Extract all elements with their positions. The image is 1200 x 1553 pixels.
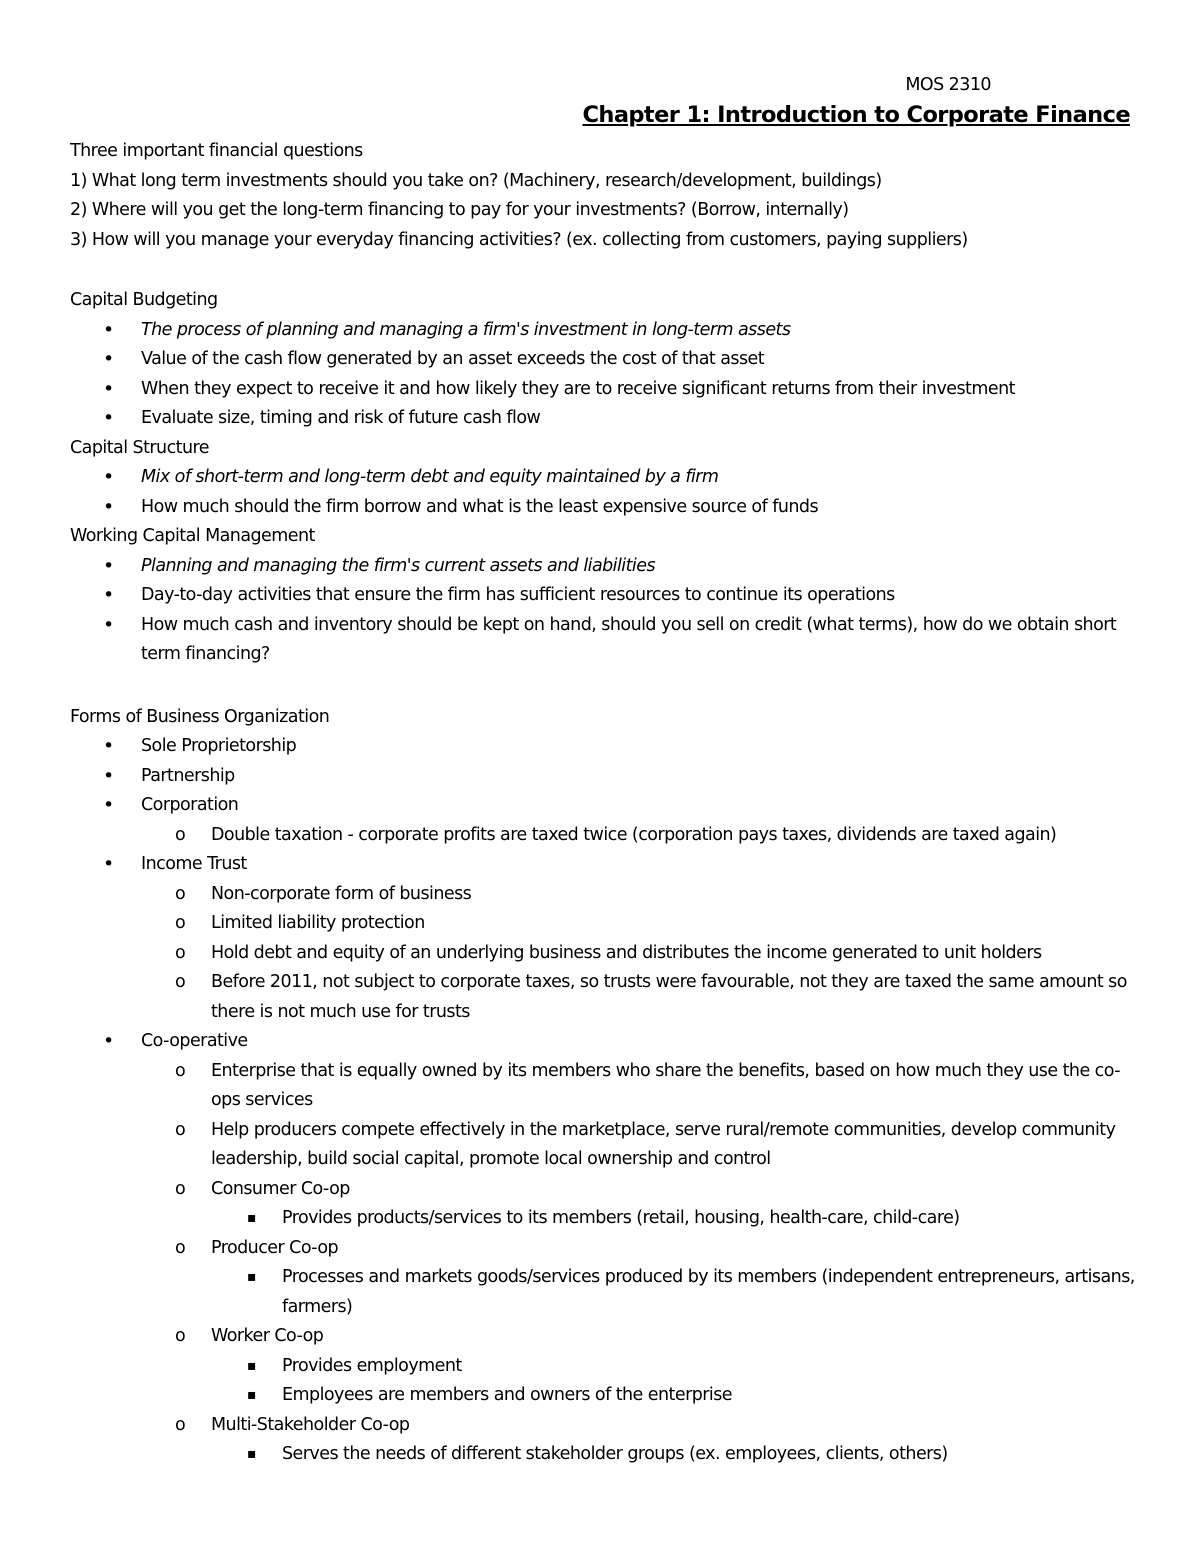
sub-list-item: o Multi-Stakeholder Co-op [70, 1411, 1145, 1441]
sub-list-item: o Hold debt and equity of an underlying business and distributes the income generated to unit holders [70, 939, 1145, 969]
question-3: 3) How will you manage your everyday financing activities? (ex. collecting from customers, paying suppliers) [70, 229, 968, 250]
sub-list-item: o Before 2011, not subject to corporate taxes, so trusts were favourable, not they are taxed the same amount so there is not much use for trusts [70, 968, 1145, 1027]
list-item: • How much cash and inventory should be kept on hand, should you sell on credit (what terms), how do we obtain short term financing? [70, 611, 1145, 670]
sub-sub-list-item: ▪ Processes and markets goods/services produced by its members (independent entrepreneurs, artisans, farmers) [70, 1263, 1145, 1322]
capital-budgeting-heading: Capital Budgeting [70, 290, 218, 310]
spacer [70, 255, 1145, 286]
sub-list-item: o Enterprise that is equally owned by its members who share the benefits, based on how much they use the co-ops services [70, 1057, 1145, 1116]
working-capital-list [70, 552, 1145, 670]
intro-heading: Three important financial questions [70, 141, 363, 161]
list-item: • The process of planning and managing a firm's investment in long-term assets [70, 316, 1145, 346]
forms-list [70, 732, 1145, 1470]
list-item: • Planning and managing the firm's current assets and liabilities [70, 552, 1145, 582]
list-item: • Value of the cash flow generated by an asset exceeds the cost of that asset [70, 345, 1145, 375]
sub-list-item: o Double taxation - corporate profits are taxed twice (corporation pays taxes, dividends are taxed again) [70, 821, 1145, 851]
list-item: • Corporation [70, 791, 1145, 821]
sub-sub-list-item: ▪ Provides employment [70, 1352, 1145, 1382]
spacer [70, 670, 1145, 703]
course-code: MOS 2310 [905, 75, 991, 95]
sub-list-item: o Worker Co-op [70, 1322, 1145, 1352]
list-item: • Evaluate size, timing and risk of future cash flow [70, 404, 1145, 434]
list-item: • Partnership [70, 762, 1145, 792]
forms-heading: Forms of Business Organization [70, 706, 330, 727]
list-item: • Income Trust [70, 850, 1145, 880]
capital-budgeting-list [70, 316, 1145, 434]
sub-sub-list-item: ▪ Provides products/services to its members (retail, housing, health-care, child-care) [70, 1204, 1145, 1234]
page-title: Chapter 1: Introduction to Corporate Finance [582, 102, 1130, 128]
list-item: • Day-to-day activities that ensure the firm has sufficient resources to continue its operations [70, 581, 1145, 611]
list-item: • When they expect to receive it and how likely they are to receive significant returns from their investment [70, 375, 1145, 405]
list-item: • Sole Proprietorship [70, 732, 1145, 762]
sub-list-item: o Consumer Co-op [70, 1175, 1145, 1205]
capital-structure-heading: Capital Structure [70, 437, 209, 458]
document-body [70, 137, 1145, 1470]
question-2: 2) Where will you get the long-term financing to pay for your investments? (Borrow, internally) [70, 200, 849, 220]
sub-sub-list-item: ▪ Employees are members and owners of the enterprise [70, 1381, 1145, 1411]
sub-list-item: o Non-corporate form of business [70, 880, 1145, 910]
sub-list-item: o Limited liability protection [70, 909, 1145, 939]
question-1: 1) What long term investments should you take on? (Machinery, research/development, buildings) [70, 170, 882, 191]
sub-list-item: o Help producers compete effectively in the marketplace, serve rural/remote communities, develop community leadership, build social capital, promote local ownership and control [70, 1116, 1145, 1175]
working-capital-heading: Working Capital Management [70, 526, 315, 546]
list-item: • Co-operative [70, 1027, 1145, 1057]
list-item: • Mix of short-term and long-term debt and equity maintained by a firm [70, 463, 1145, 493]
sub-list-item: o Producer Co-op [70, 1234, 1145, 1264]
capital-structure-list [70, 463, 1145, 522]
sub-sub-list-item: ▪ Serves the needs of different stakeholder groups (ex. employees, clients, others) [70, 1440, 1145, 1470]
list-item: • How much should the firm borrow and what is the least expensive source of funds [70, 493, 1145, 523]
